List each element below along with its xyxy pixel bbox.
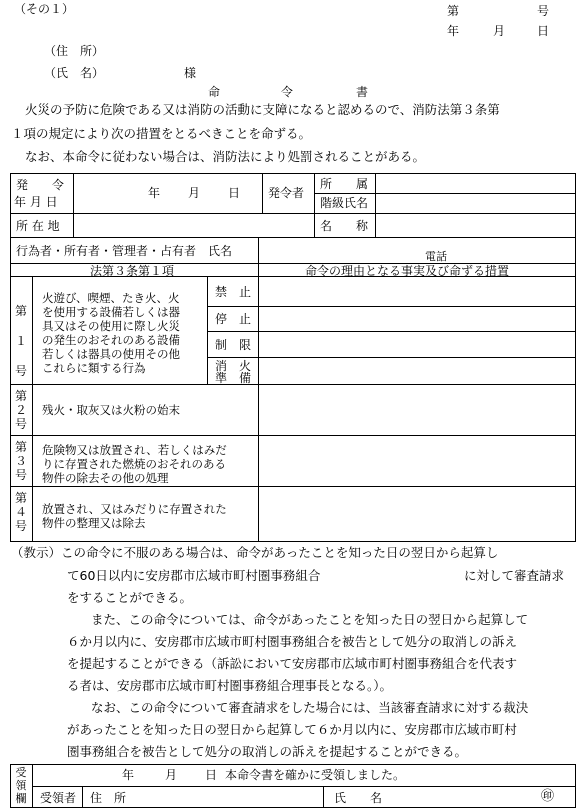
- item-3-text-line: 危険物又は放置され、若しくはみだ: [42, 443, 227, 457]
- instruction-line: を提起することができる（訴訟において安房郡市広域市町村圏事務組合を代表す: [67, 656, 518, 671]
- reason-measure-header: 命令の理由となる事実及び命ずる措置: [305, 264, 510, 278]
- receipt-confirm-text: 本命令書を確かに受領しました。: [225, 768, 406, 782]
- instruction-line: （教示）この命令に不服のある場合は、命令があったことを知った日の翌日から起算し: [11, 545, 499, 560]
- item-1-text-line: 若しくは器具の使用その他: [42, 347, 180, 361]
- facility-name-label: 名 称: [320, 219, 369, 233]
- recipient-address-label: 住 所: [90, 791, 127, 805]
- instruction-line: に対して審査請求: [464, 568, 565, 583]
- department-label: 所 属: [320, 177, 369, 191]
- item-3-number: 第３号: [14, 440, 27, 482]
- rank-name-label: 階級氏名: [320, 196, 369, 210]
- receipt-column-label: 受領欄: [15, 766, 27, 805]
- item-4-text-line: 物件の整理又は除去: [42, 516, 146, 530]
- measure-restrict: 制 限: [215, 338, 252, 352]
- issue-day-label: 日: [228, 186, 241, 200]
- instruction-line: なお、この命令について審査請求をした場合には、当該審査請求に対する裁決: [91, 700, 529, 715]
- location-label: 所 在 地: [16, 219, 60, 233]
- actor-owner-label: 行為者・所有者・管理者・占有者 氏名: [16, 244, 233, 258]
- item-3-text-line: 物件の除去その他の処理: [42, 471, 169, 485]
- phone-label: 電話: [425, 250, 447, 263]
- measure-prohibit: 禁 止: [215, 285, 252, 299]
- date-year-label: 年: [447, 24, 460, 38]
- law-clause-header: 法第３条第１項: [90, 264, 175, 278]
- item-1-number: 第１号: [14, 304, 27, 378]
- issuer-label: 発令者: [268, 186, 305, 200]
- title-char-2: 令: [281, 85, 294, 99]
- measure-stop: 停 止: [215, 312, 252, 326]
- instruction-line: ６か月以内に、安房郡市広域市町村圏事務組合を被告として処分の取消しの訴え: [67, 634, 518, 649]
- item-2-text: 残火・取灰又は火粉の始末: [42, 403, 180, 417]
- instruction-line: る者は、安房郡市広域市町村圏事務組合理事長となる。）。: [67, 678, 393, 693]
- item-4-number: 第４号: [14, 491, 27, 533]
- hatsurei-label-bottom: 年 月 日: [14, 195, 58, 209]
- item-1-text-line: の発生のおそれのある設備: [42, 333, 180, 347]
- item-2-number: 第２号: [14, 389, 27, 431]
- item-1-text-line: 火遊び、喫煙、たき火、火: [42, 291, 180, 305]
- instruction-line: て60日以内に安房郡市広域市町村圏事務組合: [67, 568, 321, 583]
- hatsurei-label-top: 発 令: [16, 178, 65, 192]
- intro-line-3: なお、本命令に従わない場合は、消防法により処罰されることがある。: [25, 149, 426, 164]
- instruction-line: をすることができる。: [67, 590, 193, 605]
- seal-mark-icon: ㊞: [541, 789, 555, 804]
- date-day-label: 日: [537, 24, 550, 38]
- measure-extinguish-1: 消 火: [215, 359, 252, 373]
- form-number-label: （その１）: [14, 2, 75, 16]
- instruction-line: 圏事務組合を被告として処分の取消しの訴えを提起することができる。: [67, 744, 468, 759]
- measure-extinguish-2: 準 備: [215, 371, 252, 385]
- issue-month-label: 月: [188, 186, 201, 200]
- receipt-day-label: 日: [205, 768, 218, 782]
- item-1-text-line: 具又はその使用に際し火災: [42, 319, 180, 333]
- name-label: （氏 名）: [44, 66, 105, 80]
- intro-line-1: 火災の予防に危険である又は消防の活動に支障になると認めるので、消防法第３条第: [25, 102, 500, 117]
- address-label: （住 所）: [44, 44, 105, 58]
- number-go-label: 号: [537, 4, 550, 18]
- item-1-text-line: これらに類する行為: [42, 361, 146, 375]
- instruction-line: また、この命令については、命令があったことを知った日の翌日から起算して: [91, 612, 529, 627]
- instruction-line: があったことを知った日の翌日から起算して６か月以内に、安房郡市広域市町村: [67, 722, 517, 737]
- receipt-year-label: 年: [122, 768, 135, 782]
- item-3-text-line: りに存置された燃焼のおそれのある: [42, 457, 226, 471]
- recipient-label: 受領者: [40, 791, 77, 805]
- number-dai-label: 第: [447, 4, 460, 18]
- honorific-sama: 様: [184, 66, 197, 80]
- item-1-text-line: を使用する設備若しくは器: [42, 305, 180, 319]
- date-month-label: 月: [493, 24, 506, 38]
- title-char-1: 命: [208, 85, 221, 99]
- recipient-name-label: 氏 名: [334, 791, 383, 805]
- intro-line-2: １項の規定により次の措置をとるべきことを命ずる。: [11, 126, 312, 141]
- title-char-3: 書: [356, 85, 369, 99]
- issue-year-label: 年: [148, 186, 161, 200]
- item-4-text-line: 放置され、又はみだりに存置された: [42, 502, 227, 516]
- receipt-month-label: 月: [165, 768, 178, 782]
